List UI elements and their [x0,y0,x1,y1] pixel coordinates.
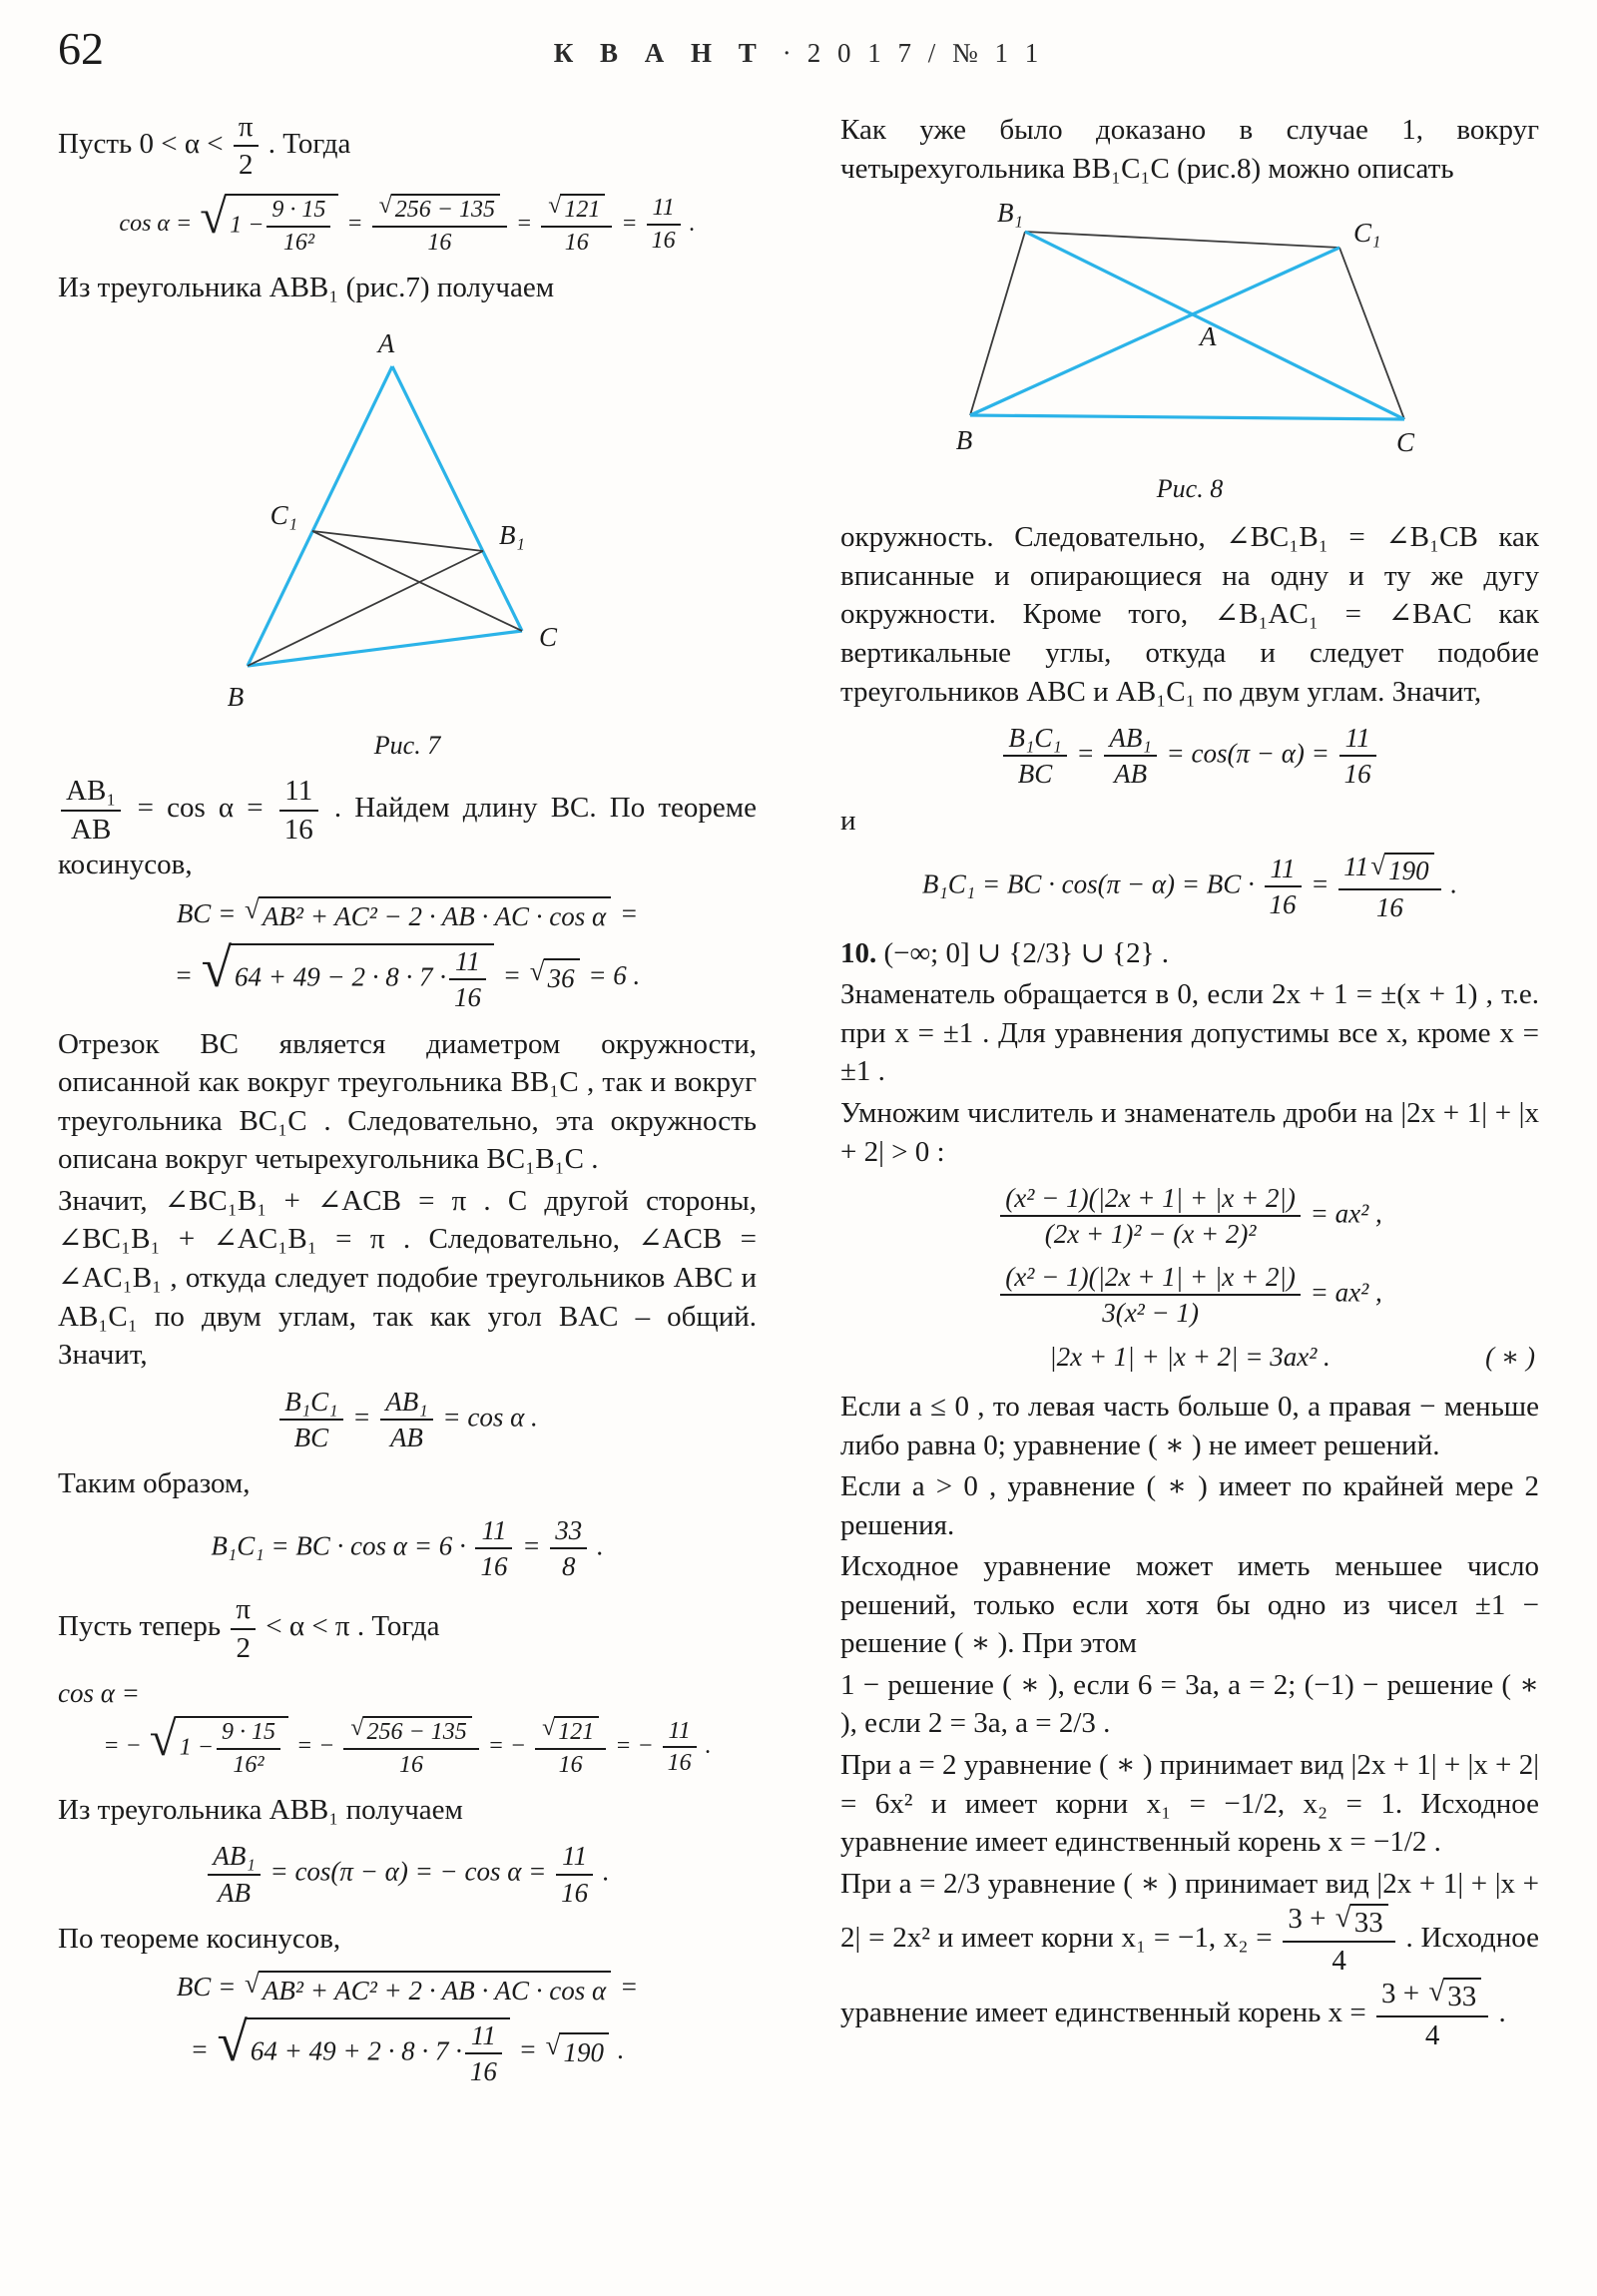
numerator: π [238,111,254,143]
radicand: 33 [1350,1904,1388,1939]
radicand [231,943,494,1012]
figure-7 [58,316,757,763]
math-run: = 6 . [588,960,641,991]
fraction [279,1387,342,1452]
formula-ab1-over-ab-case2 [58,1841,757,1907]
text-run: Пусть теперь [58,1610,222,1643]
numerator: AB₁ [213,1841,256,1872]
para-ab1-over-ab [58,775,757,884]
para-multiply-fraction: Умножим числитель и знаменатель дроби на |2x + 1| + |x + 2| > 0 : [840,1097,1539,1168]
para-from-triangle-abb1-2: Из треугольника ABB₁ получаем [58,1793,463,1826]
numerator: 11 [284,775,313,808]
math-run: . [705,1732,712,1759]
fraction [380,1387,432,1452]
vertex-label-C: C [1395,427,1415,458]
para-problem-10-answer [840,934,1539,973]
math-run: = [190,2033,209,2064]
radical [149,1711,288,1779]
math-run: = [174,960,193,991]
vertex-label-C: C [539,622,558,653]
denominator: 16 [475,1547,512,1581]
formula-bc-cosine-law-1 [58,896,757,1013]
math-run: = cos(π − α) = [1166,738,1330,769]
fraction [208,1841,260,1907]
radicand [247,2017,510,2086]
radical-sign: √ [149,1711,177,1767]
radical-sign: √ [545,2029,561,2060]
radical [1370,853,1433,885]
denominator: 16 [465,2052,502,2086]
para-angles-similar: Значит, ∠BC₁B₁ + ∠ACB = π . С другой стороны, ∠BC₁B₁ + ∠AC₁B₁ = π . Следовательно, ∠ACB = ∠AC₁B₁ , откуда следует подобие треугольников ABC и AB₁C₁ по двум углам, так как угол BAC – общий. Значит, [58,1184,757,1372]
star-marker: ( ∗ ) [1485,1342,1535,1373]
numerator: 9 · 15 [271,196,326,223]
math-run: 11 [1343,852,1369,882]
radical-sign: √ [200,188,228,244]
problem-number: 10. [840,936,877,969]
vertex-label-B: B [955,425,973,456]
radical [245,1968,611,2009]
math-run: = [516,210,533,237]
math-run: = [1076,738,1095,769]
denominator: 16² [266,226,330,257]
radical [1334,1901,1388,1939]
numerator: 11 [1344,723,1370,754]
math-run: x₂ = [1223,1922,1273,1955]
numerator: 11 [1270,854,1296,884]
fraction [475,1515,512,1581]
numerator [1283,1903,1394,1941]
radicand: 256 − 135 [363,1716,472,1746]
formula-cos-alpha-case2 [58,1711,757,1779]
math-run: . [617,2033,625,2064]
formula-ratio-cos-pi-alpha [840,723,1539,789]
denominator: 16 [372,226,507,257]
radicand: 121 [560,194,605,224]
formula-line-1 [58,896,757,935]
radical [548,194,605,224]
radical [350,1716,471,1746]
math-run: = [621,210,638,237]
math-run: BC = [176,897,237,928]
formula-big-fraction-1 [840,1183,1539,1249]
math-run: 1 − [230,212,265,239]
formula-ratio-cos-alpha [58,1387,757,1452]
text-run: При a = 2/3 уравнение ( ∗ ) принимает вид |2x + 1| + |x + 2| = 2x² и имеет корни x₁ = −1, [840,1867,1539,1955]
vertex-label-B: B [227,682,245,713]
denominator: 16 [663,1746,697,1777]
segment-AC [392,366,522,631]
fraction [343,1716,478,1779]
math-run: BC = [176,1972,237,2003]
radicand: 36 [544,958,580,997]
vertex-label-C1: C₁ [1353,218,1381,249]
math-run: = [1311,868,1330,899]
numerator: 11 [470,2019,496,2050]
para-case-a-nonpositive: Если a ≤ 0 , то левая часть больше 0, а правая − меньше либо равна 0; уравнение ( ∗ ) не имеет решений. [840,1390,1539,1461]
para-fewer-solutions: Исходное уравнение может иметь меньшее число решений, только если хотя бы одно из чисел ±1 − решение ( ∗ ). При этом [840,1550,1539,1660]
radicand [176,1716,288,1779]
fraction [1104,723,1156,789]
math-run: 3 + [1381,1977,1420,2009]
numerator [1376,1978,1488,2015]
denominator: 16 [647,224,681,255]
math-run: |2x + 1| + |x + 2| = 3ax² . [1049,1342,1331,1373]
radicand [226,194,338,257]
page-number: 62 [58,23,104,74]
para-denominator-zero: Знаменатель обращается в 0, если 2x + 1 = ±(x + 1) , т.е. при x = ±1 . Для уравнения допустимы все x, кроме x = ±1 . [840,978,1539,1088]
numerator: (x² − 1)(|2x + 1| + |x + 2|) [1005,1183,1296,1214]
math-run: = − [615,1732,654,1759]
denominator: 16 [535,1748,606,1779]
math-run: 3 + [1288,1903,1327,1936]
radical [1428,1978,1481,2012]
numerator [372,194,507,226]
math-run: = [619,1972,639,2003]
fraction [234,111,259,182]
segment-B1C1 [1025,232,1339,248]
denominator: 16 [279,810,318,846]
masthead-dot: · [782,38,792,68]
figure-7-caption: Рис. 7 [373,730,441,760]
math-run: = [346,210,363,237]
denominator: 2 [231,1628,256,1664]
fraction [550,1515,587,1581]
denominator: 4 [1376,2015,1488,2051]
radicand: 190 [559,2032,609,2071]
denominator: 16 [1265,885,1302,919]
fraction [647,195,681,255]
math-run: B₁C₁ = BC · cos(π − α) = BC · [921,868,1255,899]
math-run: 64 + 49 − 2 · 8 · 7 · [235,961,446,992]
radical-sign: √ [350,1715,364,1742]
answer-set: (−∞; 0] ∪ {2/3} ∪ {2} . [883,936,1169,969]
math-run: B₁C₁ = BC · cos α = 6 · [211,1530,466,1561]
radical-sign: √ [378,192,392,219]
fraction [541,194,612,257]
fraction [1003,723,1066,789]
fraction [1283,1903,1394,1978]
numerator: AB₁ [66,775,117,808]
radical [379,194,500,224]
radicand: 33 [1443,1978,1481,2012]
radical-sign: √ [245,894,260,925]
fraction [1339,723,1376,789]
figure-8 [840,198,1539,506]
math-run: = cos α . [442,1402,538,1433]
vertex-label-A: A [1200,321,1217,352]
segment-BC1-diagonal [970,248,1339,415]
formula-b1c1-value-2 [840,852,1539,922]
numerator: 11 [455,946,480,977]
math-run: = cos(π − α) = − cos α = [269,1856,547,1887]
journal-masthead [58,38,1539,69]
denominator: BC [1003,755,1066,789]
numerator: 11 [562,1841,588,1872]
radical-sign: √ [201,937,233,999]
formula-cos-alpha-case1 [58,188,757,257]
numerator: (x² − 1)(|2x + 1| + |x + 2|) [1005,1261,1296,1292]
para-cosine-law-2: По теореме косинусов, [58,1922,341,1955]
denominator: 16 [449,978,486,1012]
text-run: . [1498,1996,1506,2028]
text-run: . Найдем длину BC. По теореме косинусов, [58,792,758,881]
numerator [1338,852,1440,887]
denominator: 4 [1283,1941,1394,1977]
para-solution-conditions: 1 − решение ( ∗ ), если 6 = 3a, a = 2; (−1) − решение ( ∗ ), если 2 = 3a, a = 2/3 . [840,1668,1539,1740]
segment-BC [248,631,522,666]
radicand: AB² + AC² + 2 · AB · AC · cos α [259,1971,611,2009]
radical-sign: √ [1334,1901,1351,1934]
formula-line-1 [58,1970,757,2009]
math-run: = ax² , [1310,1198,1382,1229]
radical [200,188,338,257]
numerator: 11 [481,1514,507,1545]
journal-issue: 2 0 1 7 / № 1 1 [806,38,1044,68]
radical-sign: √ [548,192,562,219]
math-run: = cos α = [137,792,264,825]
fraction [449,946,486,1012]
left-column [58,108,757,2098]
denominator: 16 [556,1874,593,1908]
numerator [343,1716,478,1748]
segment-BB1 [248,551,483,666]
radical [217,2010,510,2086]
formula-line-2 [58,2010,757,2086]
para-bc-diameter: Отрезок BC является диаметром окружности, описанной как вокруг треугольника BB₁C , так и вокруг треугольника BC₁C . Следовательно, эта окружность описана вокруг четырехугольника BC₁B₁C . [58,1027,757,1176]
denominator: 8 [550,1547,587,1581]
denominator: 2 [234,145,259,181]
para-from-triangle-abb1: Из треугольника ABB₁ (рис.7) получаем [58,271,555,303]
math-run: = [502,960,521,991]
fraction [266,197,330,257]
fraction [372,194,507,257]
numerator: B₁C₁ [1008,723,1062,754]
para-case-a-equals-2: При a = 2 уравнение ( ∗ ) принимает вид |2x + 1| + |x + 2| = 6x² и имеет корни x₁ = −1/2, x₂ = 1. Исходное уравнение имеет единственный корень x = −1/2 . [840,1749,1539,1859]
para-as-proved-case1: Как уже было доказано в случае 1, вокруг четырехугольника BB₁C₁C (рис.8) можно описать [840,114,1539,185]
radical-sign: √ [1428,1976,1445,2009]
vertex-label-B1: B₁ [499,520,525,551]
fraction [61,775,121,846]
figure-8-drawing [940,198,1439,459]
radical [545,2029,609,2071]
fraction [535,1716,606,1779]
radicand: 121 [554,1716,599,1746]
formula-b1c1-value-1 [58,1515,757,1581]
math-run: 64 + 49 + 2 · 8 · 7 · [250,2035,462,2066]
numerator: 33 [555,1514,583,1545]
math-run: = − [103,1732,142,1759]
text-run: Пусть 0 < α < [58,128,224,161]
math-run: . [1450,868,1458,899]
denominator: AB [1104,755,1156,789]
text-run: < α < π . Тогда [266,1610,440,1643]
numerator: B₁C₁ [284,1386,338,1417]
segment-C1B1 [312,531,483,551]
vertex-label-B1: B₁ [997,198,1023,229]
para-case-a-equals-two-thirds [840,1865,1539,2052]
denominator: 16 [1339,755,1376,789]
para-and: и [840,804,856,837]
fraction [217,1719,280,1779]
numerator: AB₁ [1109,723,1152,754]
denominator: 16 [541,226,612,257]
segment-BC [970,415,1404,419]
denominator: 16² [217,1748,280,1779]
fraction [1000,1183,1301,1249]
radical-sign: √ [542,1715,556,1742]
math-run: = − [295,1732,335,1759]
text-run: . Исходное уравнение имеет единственный корень x = [840,1922,1540,2028]
formula-star-equation [840,1340,1539,1376]
math-run: = − [487,1732,527,1759]
denominator: BC [279,1419,342,1452]
math-run: . [596,1530,604,1561]
para-case-a-positive: Если a > 0 , уравнение ( ∗ ) имеет по крайней мере 2 решения. [840,1470,1539,1541]
math-run: = ax² , [1310,1277,1382,1308]
math-run: = [522,1530,541,1561]
formula-big-fraction-2 [840,1262,1539,1328]
radical-sign: √ [217,2010,248,2072]
numerator: AB₁ [385,1386,428,1417]
numerator: 11 [668,1717,691,1744]
fraction [1376,1978,1488,2052]
math-run: . [602,1856,610,1887]
math-run: . [689,210,696,237]
denominator: 16 [1338,888,1440,922]
right-column [840,108,1539,2098]
para-let-alpha-case2 [58,1593,757,1664]
radical [201,937,494,1013]
figure-8-caption: Рис. 8 [1156,473,1224,503]
vertex-label-C1: C₁ [269,500,297,531]
fraction [663,1718,697,1778]
formula-line-2 [58,937,757,1013]
denominator: 3(x² − 1) [1000,1294,1301,1328]
figure-7-drawing [188,316,627,716]
denominator: AB [208,1874,260,1908]
math-run: = [518,2033,537,2064]
para-circle-similarity: окружность. Следовательно, ∠BC₁B₁ = ∠B₁CB как вписанные и опирающиеся на одну и ту же дугу окружности. Кроме того, ∠B₁AC₁ = ∠BAC как вертикальные углы, откуда и следует подобие треугольников ABC и AB₁C₁ по двум углам. Значит, [840,521,1539,708]
segment-CC1 [312,531,522,631]
denominator: AB [380,1419,432,1452]
numerator [535,1716,606,1748]
fraction [279,775,318,846]
formula-bc-cosine-law-2 [58,1970,757,2086]
text-run: . Тогда [267,128,351,161]
fraction [556,1841,593,1907]
page-header [58,23,1539,90]
fraction [1000,1262,1301,1328]
math-run: cos α = [119,210,193,237]
formula-cos-alpha-case2-lhs [58,1676,757,1712]
denominator: (2x + 1)² − (x + 2)² [1000,1215,1301,1249]
radical [245,896,611,935]
radicand: AB² + AC² − 2 · AB · AC · cos α [259,896,611,935]
two-column-layout [58,108,1539,2098]
para-let-alpha-case1 [58,111,757,182]
radical [530,958,580,997]
math-run: 1 − [179,1734,214,1761]
segment-B1B [970,232,1025,415]
numerator: 9 · 15 [221,1719,275,1746]
math-run: = [619,897,639,928]
fraction [1338,852,1440,922]
numerator [541,194,612,226]
radical-sign: √ [245,1968,260,1999]
fraction [1265,854,1302,919]
numerator: π [236,1593,252,1626]
math-run: = [352,1402,371,1433]
numerator: 11 [652,195,675,222]
para-thus: Таким образом, [58,1467,251,1500]
fraction [465,2020,502,2086]
denominator: AB [61,810,121,846]
radicand: 256 − 135 [391,194,500,224]
radical [542,1716,599,1746]
denominator: 16 [343,1748,478,1779]
vertex-label-A: A [377,328,395,359]
fraction [231,1593,256,1664]
radical-sign: √ [529,956,545,987]
journal-title: К В А Н Т [553,38,767,68]
radical-sign: √ [1370,851,1386,881]
math-run: cos α = [58,1678,140,1709]
radicand: 190 [1384,853,1434,885]
